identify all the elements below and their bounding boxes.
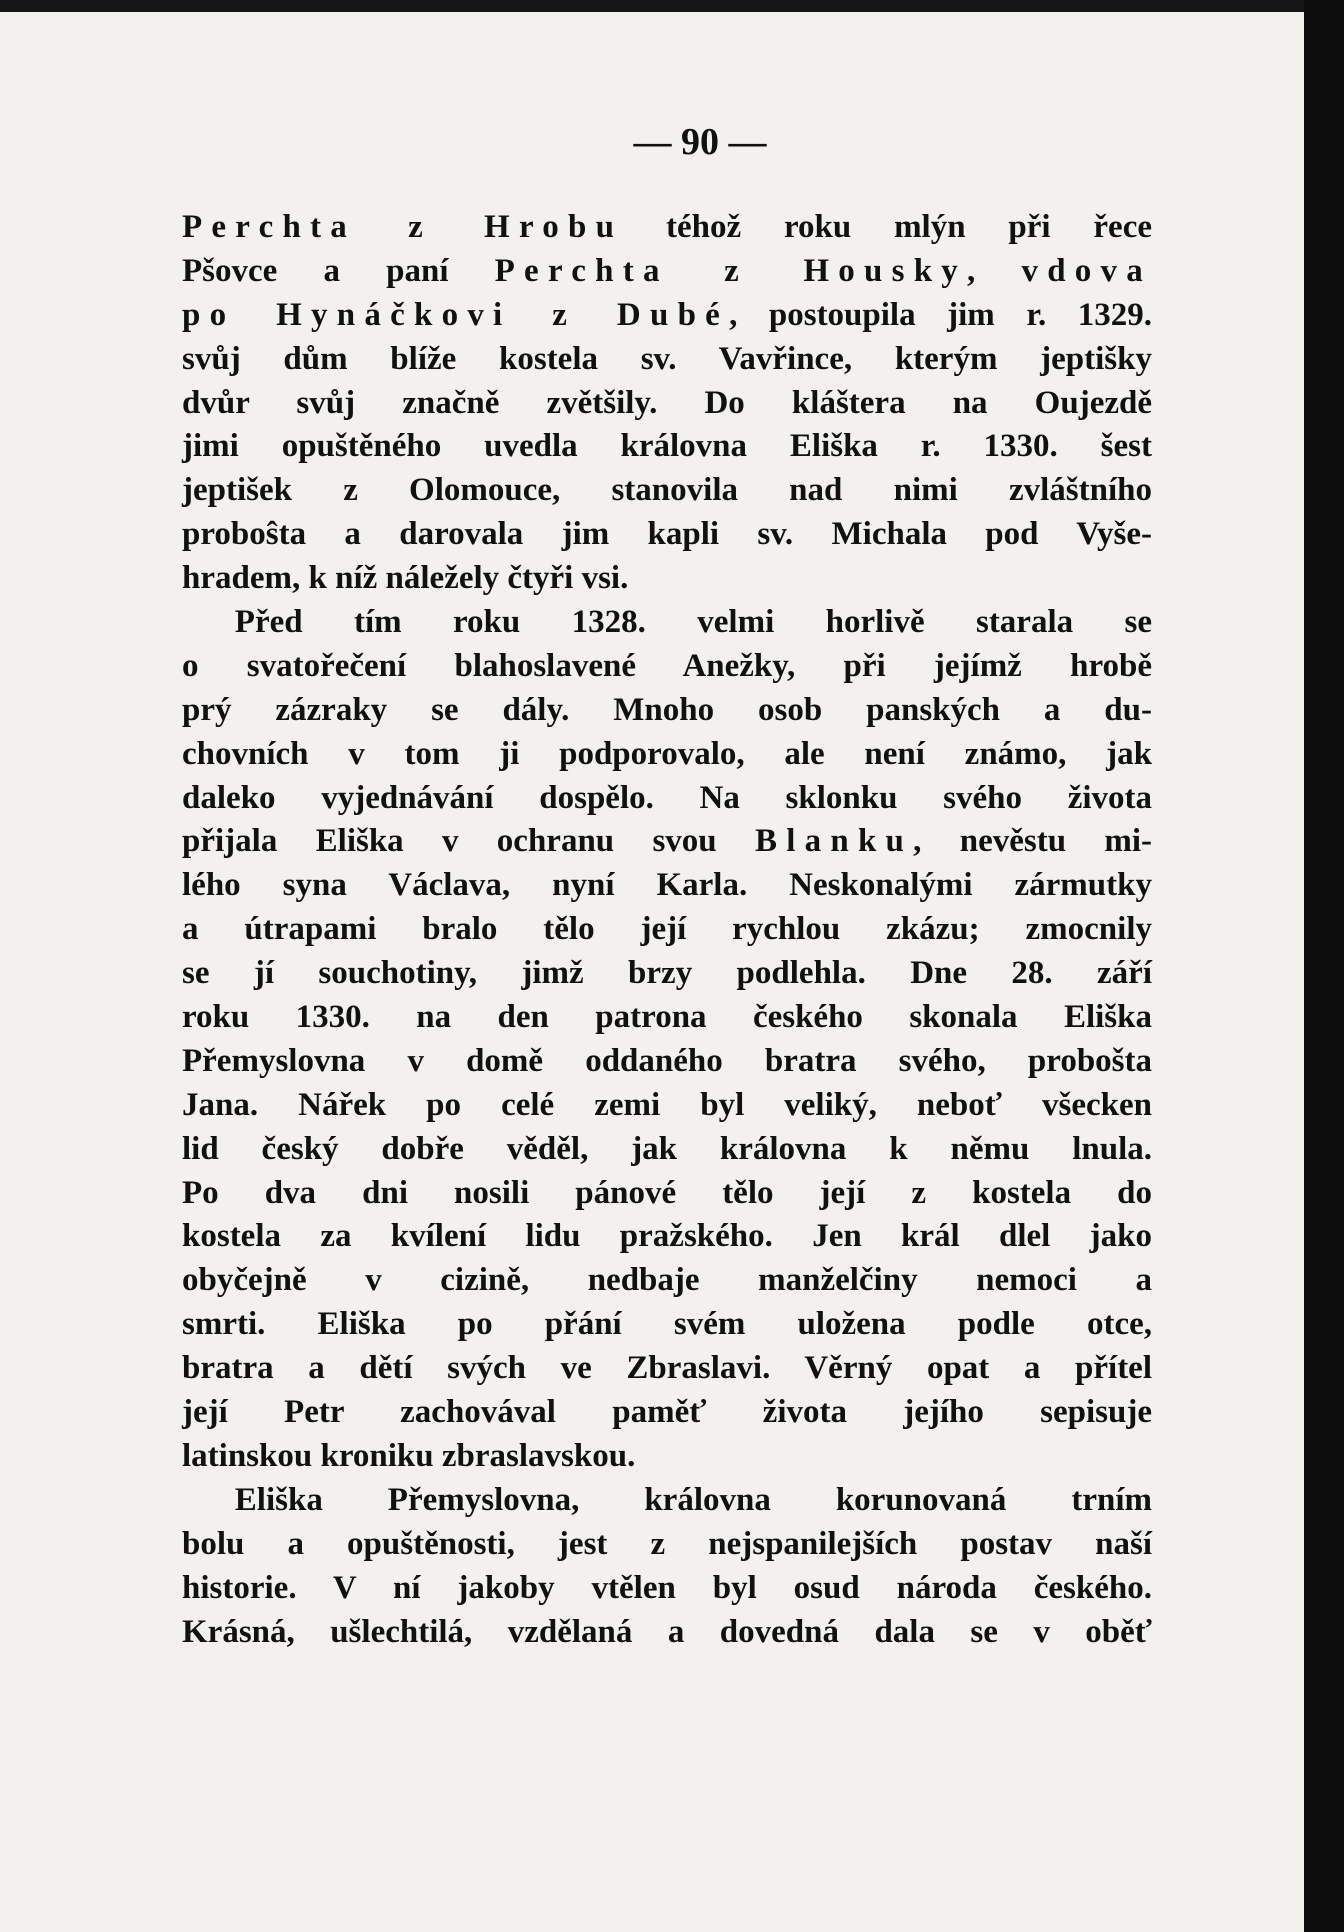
text-line	[182, 1611, 1152, 1655]
text-segment: o svatořečení blahoslavené Anežky, při jejímž hrobě	[182, 647, 1152, 684]
text-line	[182, 996, 1152, 1040]
text-line	[182, 820, 1152, 864]
text-segment: svůj dům blíže kostela sv. Vavřince, kterým jeptišky	[182, 340, 1152, 377]
text-line	[182, 250, 1152, 294]
text-segment: dvůr svůj značně zvětšily. Do kláštera na Oujezdě	[182, 384, 1152, 421]
text-line	[182, 1347, 1152, 1391]
text-line	[182, 1479, 1152, 1523]
text-segment: její Petr zachovával paměť života jejího sepisuje	[182, 1394, 1152, 1431]
text-segment: Eliška Přemyslovna, královna korunovaná trním	[234, 1481, 1152, 1518]
text-line	[182, 908, 1152, 952]
text-segment: , postoupila jim r. 1329.	[729, 296, 1152, 333]
text-segment: Pšovce a paní	[182, 252, 495, 289]
text-line	[182, 206, 1152, 250]
text-segment: daleko vyjednávání dospělo. Na sklonku svého života	[182, 779, 1152, 816]
text-segment: chovních v tom ji podporovalo, ale není známo, jak	[182, 735, 1152, 772]
text-line	[182, 294, 1152, 338]
text-line	[182, 1128, 1152, 1172]
text-line	[182, 1523, 1152, 1567]
text-line	[182, 1259, 1152, 1303]
page-number: — 90 —	[633, 121, 767, 163]
spaced-name: Perchta z Housky	[494, 252, 968, 289]
text-line	[182, 513, 1152, 557]
text-segment: ,	[967, 252, 1022, 289]
text-line	[182, 469, 1152, 513]
text-line	[182, 689, 1152, 733]
text-segment: lého syna Václava, nyní Karla. Neskonalými zármutky	[182, 867, 1152, 904]
text-line	[182, 382, 1152, 426]
text-segment: se jí souchotiny, jimž brzy podlehla. Dne 28. září	[182, 955, 1152, 992]
text-line	[182, 557, 1152, 601]
text-segment: hradem, k níž náležely čtyři vsi.	[182, 560, 629, 597]
text-line	[182, 1040, 1152, 1084]
text-segment: roku 1330. na den patrona českého skonala Eliška	[182, 999, 1152, 1036]
text-segment: Po dva dni nosili pánové tělo její z kostela do	[182, 1174, 1152, 1211]
text-line	[182, 1303, 1152, 1347]
text-line	[182, 1435, 1152, 1479]
text-segment: téhož roku mlýn při řece	[623, 209, 1152, 245]
text-segment: latinskou kroniku zbraslavskou.	[182, 1437, 636, 1474]
spaced-name: vdova	[1021, 252, 1153, 289]
text-line	[182, 601, 1152, 645]
text-segment: jeptišek z Olomouce, stanovila nad nimi zvláštního	[182, 472, 1152, 509]
text-line	[182, 733, 1152, 777]
text-line	[182, 338, 1152, 382]
text-line	[182, 1391, 1152, 1435]
scan-top-edge	[0, 0, 1344, 12]
text-segment: , nevěstu mi-	[913, 823, 1153, 860]
spaced-name: po Hynáčkovi z Dubé	[182, 296, 730, 333]
text-segment: jimi opuštěného uvedla královna Eliška r. 1330. šest	[182, 428, 1152, 465]
text-segment: přijala Eliška v ochranu svou	[182, 823, 755, 860]
body-text	[182, 206, 1152, 1654]
text-segment: prý zázraky se dály. Mnoho osob panských a du-	[182, 691, 1152, 728]
text-line	[182, 1084, 1152, 1128]
text-line	[182, 1172, 1152, 1216]
text-line	[182, 777, 1152, 821]
text-segment: lid český dobře věděl, jak královna k němu lnula.	[182, 1130, 1152, 1167]
spaced-name: Blanku	[754, 823, 914, 860]
scan-right-edge	[1304, 0, 1344, 1932]
text-line	[182, 645, 1152, 689]
text-segment: Jana. Nářek po celé zemi byl veliký, neboť všecken	[182, 1086, 1152, 1123]
text-line	[182, 952, 1152, 996]
text-segment: bolu a opuštěnosti, jest z nejspanilejších postav naší	[182, 1525, 1152, 1562]
text-segment: kostela za kvílení lidu pražského. Jen král dlel jako	[182, 1218, 1152, 1255]
text-line	[182, 1215, 1152, 1259]
text-segment: historie. V ní jakoby vtělen byl osud národa českého.	[182, 1569, 1152, 1606]
text-segment: proboŝta a darovala jim kapli sv. Michala pod Vyše-	[182, 516, 1152, 553]
text-segment: smrti. Eliška po přání svém uložena podle otce,	[182, 1306, 1152, 1343]
text-segment: a útrapami bralo tělo její rychlou zkázu; zmocnily	[182, 911, 1152, 948]
text-segment: Před tím roku 1328. velmi horlivě starala se	[234, 604, 1152, 641]
text-segment: Přemyslovna v domě oddaného bratra svého, probošta	[182, 1042, 1152, 1079]
text-segment: bratra a dětí svých ve Zbraslavi. Věrný opat a přítel	[182, 1350, 1152, 1387]
text-line	[182, 425, 1152, 469]
text-segment: obyčejně v cizině, nedbaje manželčiny nemoci a	[182, 1262, 1152, 1299]
text-line	[182, 864, 1152, 908]
text-segment: Krásná, ušlechtilá, vzdělaná a dovedná dala se v oběť	[182, 1613, 1152, 1650]
spaced-name: Perchta z Hrobu	[182, 209, 624, 245]
text-line	[182, 1567, 1152, 1611]
book-page	[0, 12, 1304, 1932]
